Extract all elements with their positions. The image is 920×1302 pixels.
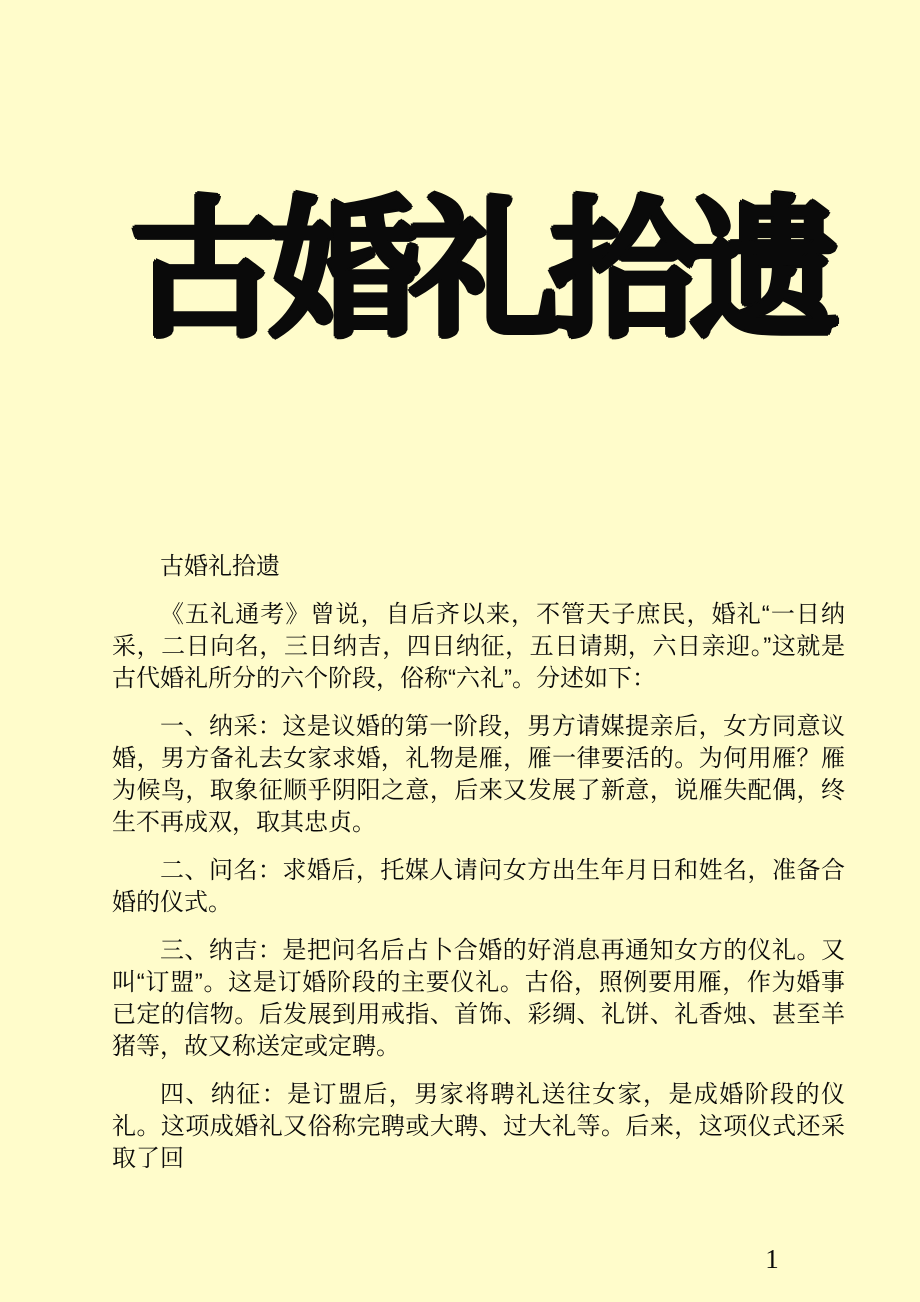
page-number: 1 bbox=[765, 1244, 779, 1274]
document-body bbox=[112, 551, 845, 1191]
paragraph-nazheng: 四、纳征：是订盟后，男家将聘礼送往女家，是成婚阶段的仪礼。这项成婚礼又俗称完聘或大聘、过大礼等。后来，这项仪式还采取了回 bbox=[112, 1081, 845, 1172]
document-title: 古婚礼拾遗 bbox=[130, 186, 831, 354]
body-heading: 古婚礼拾遗 bbox=[160, 553, 280, 580]
paragraph-wenming: 二、问名：求婚后，托媒人请问女方出生年月日和姓名，准备合婚的仪式。 bbox=[112, 857, 845, 916]
paragraph-nacai: 一、纳采：这是议婚的第一阶段，男方请媒提亲后，女方同意议婚，男方备礼去女家求婚，礼物是雁，雁一律要活的。为何用雁？雁为候鸟，取象征顺乎阴阳之意，后来又发展了新意，说雁失配偶，终生不再成双，取其忠贞。 bbox=[112, 713, 845, 836]
paragraph-intro: 《五礼通考》曾说，自后齐以来，不管天子庶民，婚礼“一日纳采，二日向名，三日纳吉，四日纳征，五日请期，六日亲迎。”这就是古代婚礼所分的六个阶段，俗称“六礼”。分述如下： bbox=[112, 601, 845, 692]
paragraph-naji: 三、纳吉：是把问名后占卜合婚的好消息再通知女方的仪礼。又叫“订盟”。这是订婚阶段的主要仪礼。古俗，照例要用雁，作为婚事已定的信物。后发展到用戒指、首饰、彩绸、礼饼、礼香烛、甚至羊猪等，故又称送定或定聘。 bbox=[112, 937, 845, 1060]
